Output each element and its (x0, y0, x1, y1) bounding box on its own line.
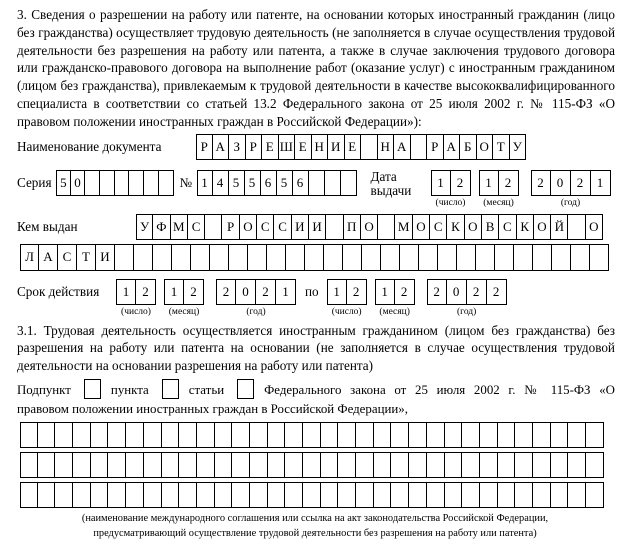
form-cell[interactable] (285, 452, 303, 478)
footnote-line1: (наименование международного соглашения или ссылка на акт законодательства Российской Федерации, (81, 512, 549, 524)
document-name-label: Наименование документа (17, 138, 162, 154)
subclause-box-item[interactable] (162, 379, 179, 399)
day-caption: (число) (121, 306, 151, 317)
subclause-line (17, 379, 615, 419)
form-cell[interactable] (480, 482, 498, 508)
form-cell[interactable] (115, 244, 134, 271)
form-cell[interactable] (533, 244, 552, 271)
form-cell[interactable] (159, 170, 174, 196)
year-caption: (год) (457, 306, 477, 317)
form-cell[interactable] (73, 452, 91, 478)
form-cell[interactable]: И (309, 214, 326, 240)
form-cell[interactable]: 2 (256, 279, 276, 305)
form-cell[interactable] (100, 170, 115, 196)
validity-to-month-group (375, 279, 415, 317)
subclause-tail-text: Федерального закона от 25 июля 2002 г. № 115-ФЗ «О правовом положении иностранных граждан в Российской Федерации», (17, 382, 615, 416)
form-cell[interactable]: 2 (499, 170, 519, 196)
form-cell[interactable] (55, 452, 73, 478)
form-cell[interactable]: Е (345, 134, 362, 160)
form-cell[interactable] (210, 244, 229, 271)
form-cell[interactable] (303, 482, 321, 508)
form-cell[interactable]: О (413, 214, 430, 240)
form-cell[interactable]: 1 (479, 170, 499, 196)
form-cell[interactable] (309, 170, 325, 196)
form-cell[interactable] (324, 244, 343, 271)
form-cell[interactable]: С (499, 214, 516, 240)
form-cell[interactable] (191, 244, 210, 271)
validity-separator: по (305, 283, 319, 299)
form-cell[interactable] (356, 482, 374, 508)
form-cell[interactable] (568, 452, 586, 478)
form-cell[interactable] (568, 214, 585, 240)
form-cell[interactable] (55, 482, 73, 508)
form-cell[interactable]: О (240, 214, 257, 240)
form-cell[interactable] (162, 482, 180, 508)
form-cell[interactable] (197, 452, 215, 478)
form-cell[interactable] (514, 244, 533, 271)
validity-from-day-group (116, 279, 156, 317)
form-cell[interactable] (108, 452, 126, 478)
form-cell[interactable]: К (517, 214, 534, 240)
form-cell[interactable]: 0 (551, 170, 571, 196)
form-cell[interactable] (197, 422, 215, 448)
form-cell[interactable] (126, 482, 144, 508)
issued-by-cells-line2 (20, 244, 630, 271)
form-cell[interactable]: 2 (184, 279, 204, 305)
form-cell[interactable] (427, 422, 445, 448)
form-cell[interactable] (462, 452, 480, 478)
form-cell[interactable] (374, 452, 392, 478)
form-cell[interactable] (551, 422, 569, 448)
form-cell[interactable] (325, 170, 341, 196)
series-number-date-row (0, 170, 630, 208)
validity-from-day-cells (116, 279, 156, 305)
form-cell[interactable] (232, 452, 250, 478)
form-cell[interactable] (374, 482, 392, 508)
form-cell[interactable]: 0 (236, 279, 256, 305)
form-cell[interactable] (391, 482, 409, 508)
form-cell[interactable] (533, 482, 551, 508)
form-cell[interactable]: 6 (293, 170, 309, 196)
form-cell[interactable] (285, 422, 303, 448)
form-cell[interactable]: О (586, 214, 603, 240)
form-cell[interactable] (38, 452, 56, 478)
issue-date-month-cells (479, 170, 519, 196)
form-cell[interactable] (462, 482, 480, 508)
section-3-1-text: 3.1. Трудовая деятельность осуществляется иностранным гражданином (лицом без гражданства) без разрешения на работу или патента на основании (не заполняется в случае осуществления трудовой деятельности на основании разрешения на работу или патента) (17, 322, 615, 374)
form-cell[interactable] (250, 452, 268, 478)
form-cell[interactable]: Л (20, 244, 39, 271)
form-cell[interactable] (172, 244, 191, 271)
form-cell[interactable]: Р (246, 134, 263, 160)
form-cell[interactable] (20, 422, 38, 448)
form-cell[interactable] (338, 482, 356, 508)
form-cell[interactable] (571, 244, 590, 271)
form-cell[interactable]: А (39, 244, 58, 271)
form-cell[interactable] (498, 482, 516, 508)
form-cell[interactable] (568, 422, 586, 448)
form-cell[interactable] (179, 422, 197, 448)
form-cell[interactable]: 6 (261, 170, 277, 196)
form-cell[interactable] (515, 422, 533, 448)
validity-label: Срок действия (17, 283, 100, 299)
series-label: Серия (17, 174, 52, 190)
subclause-word-stati: статьи (188, 382, 225, 397)
form-cell[interactable]: 2 (216, 279, 236, 305)
form-cell[interactable] (232, 422, 250, 448)
form-cell[interactable] (250, 482, 268, 508)
form-cell[interactable]: 2 (347, 279, 367, 305)
form-cell[interactable] (445, 452, 463, 478)
form-cell[interactable]: А (394, 134, 411, 160)
form-cell[interactable]: 1 (276, 279, 296, 305)
form-cell[interactable] (400, 244, 419, 271)
issue-date-month-group (479, 170, 519, 208)
form-cell[interactable]: 2 (487, 279, 507, 305)
form-cell[interactable]: Р (427, 134, 444, 160)
form-cell[interactable] (179, 452, 197, 478)
validity-to-day-group (327, 279, 367, 317)
form-cell[interactable]: Ф (153, 214, 170, 240)
month-caption: (месяц) (379, 306, 410, 317)
form-cell[interactable]: 0 (447, 279, 467, 305)
form-cell[interactable] (215, 482, 233, 508)
form-cell[interactable]: С (188, 214, 205, 240)
form-cell[interactable]: Б (460, 134, 477, 160)
validity-from-month-cells (164, 279, 204, 305)
form-cell[interactable] (381, 244, 400, 271)
form-cell[interactable]: С (274, 214, 291, 240)
form-cell[interactable] (515, 482, 533, 508)
empty-grid-row (20, 482, 630, 508)
form-cell[interactable] (445, 422, 463, 448)
empty-grid-row (20, 422, 630, 448)
section-3-intro: 3. Сведения о разрешении на работу или патенте, на основании которых иностранный гражданин (лицо без гражданства) осуществляет трудовую деятельность (не заполняется в случае осуществления трудовой деятельности без разрешения на работу или патента, а также в случае заключения трудового договора или гражданско-правового договора на выполнение работ (оказание услуг) с иностранным гражданином (лицом без гражданства), привлекаемым к трудовой деятельности в качестве высококвалифицированного специалиста в соответствии со статьей 13.2 Федерального закона от 25 июля 2002 г. № 115-ФЗ «О правовом положении иностранных граждан в Российской Федерации»): (17, 7, 615, 129)
form-cell[interactable]: 0 (71, 170, 86, 196)
form-cell[interactable] (73, 422, 91, 448)
issue-date-year-group (531, 170, 611, 208)
form-cell[interactable] (144, 482, 162, 508)
form-cell[interactable] (305, 244, 324, 271)
form-cell[interactable] (115, 170, 130, 196)
form-cell[interactable]: С (58, 244, 77, 271)
form-cell[interactable]: 5 (277, 170, 293, 196)
form-cell[interactable] (179, 482, 197, 508)
form-cell[interactable] (495, 244, 514, 271)
form-cell[interactable] (108, 482, 126, 508)
form-cell[interactable]: 5 (229, 170, 245, 196)
form-cell[interactable]: О (465, 214, 482, 240)
agreement-name-grid (20, 422, 630, 508)
form-cell[interactable] (391, 422, 409, 448)
form-cell[interactable] (568, 482, 586, 508)
form-cell[interactable] (480, 422, 498, 448)
form-cell[interactable] (427, 482, 445, 508)
number-cells (197, 170, 357, 196)
form-cell[interactable]: 5 (245, 170, 261, 196)
form-cell[interactable] (586, 422, 604, 448)
form-cell[interactable] (552, 244, 571, 271)
validity-from-year-group (216, 279, 296, 317)
form-cell[interactable] (356, 422, 374, 448)
form-cell[interactable] (153, 244, 172, 271)
validity-to-year-cells (427, 279, 507, 305)
month-caption: (месяц) (483, 197, 514, 208)
form-cell[interactable] (126, 422, 144, 448)
validity-row (0, 279, 630, 317)
form-cell[interactable]: О (534, 214, 551, 240)
form-cell[interactable]: А (213, 134, 230, 160)
form-cell[interactable] (427, 452, 445, 478)
form-cell[interactable]: 1 (591, 170, 611, 196)
form-cell[interactable] (445, 482, 463, 508)
form-cell[interactable] (409, 452, 427, 478)
form-cell[interactable] (356, 452, 374, 478)
form-cell[interactable] (73, 482, 91, 508)
form-cell[interactable]: Е (295, 134, 312, 160)
series-cells (56, 170, 174, 196)
form-cell[interactable] (321, 482, 339, 508)
form-cell[interactable] (285, 482, 303, 508)
form-cell[interactable] (91, 452, 109, 478)
form-cell[interactable]: И (96, 244, 115, 271)
form-cell[interactable]: 2 (395, 279, 415, 305)
form-cell[interactable]: И (328, 134, 345, 160)
form-cell[interactable] (533, 422, 551, 448)
validity-to-month-cells (375, 279, 415, 305)
form-cell[interactable] (462, 422, 480, 448)
form-cell[interactable] (419, 244, 438, 271)
form-cell[interactable] (91, 422, 109, 448)
document-name-row (0, 134, 630, 160)
form-cell[interactable] (326, 214, 343, 240)
issued-by-row (0, 214, 630, 240)
form-cell[interactable]: Р (196, 134, 213, 160)
form-cell[interactable] (498, 452, 516, 478)
subclause-word-podpunkt: Подпункт (17, 382, 71, 397)
form-cell[interactable] (551, 482, 569, 508)
issue-date-year-cells (531, 170, 611, 196)
form-cell[interactable] (457, 244, 476, 271)
form-cell[interactable]: 5 (56, 170, 71, 196)
form-cell[interactable] (144, 170, 159, 196)
validity-to-year-group (427, 279, 507, 317)
form-cell[interactable]: С (430, 214, 447, 240)
form-cell[interactable] (144, 452, 162, 478)
form-cell[interactable]: С (257, 214, 274, 240)
form-cell[interactable] (338, 452, 356, 478)
form-cell[interactable] (409, 422, 427, 448)
form-cell[interactable] (338, 422, 356, 448)
form-cell[interactable] (215, 422, 233, 448)
form-cell[interactable] (586, 482, 604, 508)
subclause-box-subitem[interactable] (84, 379, 101, 399)
form-cell[interactable]: 1 (116, 279, 136, 305)
form-cell[interactable] (205, 214, 222, 240)
form-cell[interactable] (480, 452, 498, 478)
footnote-line2: предусматривающий осуществление трудовой деятельности без разрешения на работу или патента) (93, 528, 537, 540)
form-cell[interactable]: О (361, 214, 378, 240)
form-cell[interactable] (303, 422, 321, 448)
form-cell[interactable]: Ш (279, 134, 296, 160)
form-cell[interactable] (162, 452, 180, 478)
day-caption: (число) (331, 306, 362, 317)
form-cell[interactable] (391, 452, 409, 478)
form-cell[interactable] (20, 452, 38, 478)
form-cell[interactable] (343, 244, 362, 271)
form-cell[interactable]: 1 (375, 279, 395, 305)
issued-by-cells-line1 (136, 214, 603, 240)
number-label: № (179, 174, 193, 190)
form-cell[interactable] (411, 134, 428, 160)
issue-date-day-group (431, 170, 471, 208)
form-cell[interactable] (108, 422, 126, 448)
form-cell[interactable]: Е (262, 134, 279, 160)
form-cell[interactable]: 2 (451, 170, 471, 196)
form-cell[interactable] (215, 452, 233, 478)
validity-to-day-cells (327, 279, 367, 305)
form-cell[interactable]: 1 (197, 170, 213, 196)
form-cell[interactable] (476, 244, 495, 271)
form-cell[interactable]: 2 (531, 170, 551, 196)
issue-date-label: Дата выдачи (370, 168, 412, 198)
form-cell[interactable] (268, 422, 286, 448)
empty-grid-row (20, 452, 630, 478)
form-cell[interactable]: У (136, 214, 153, 240)
form-cell[interactable]: Й (551, 214, 568, 240)
form-cell[interactable] (586, 452, 604, 478)
form-cell[interactable] (250, 422, 268, 448)
form-cell[interactable] (321, 452, 339, 478)
form-cell[interactable]: П (344, 214, 361, 240)
document-name-cells (196, 134, 526, 160)
form-cell[interactable] (229, 244, 248, 271)
form-cell[interactable]: Т (493, 134, 510, 160)
form-cell[interactable] (55, 422, 73, 448)
form-cell[interactable] (126, 452, 144, 478)
form-cell[interactable]: В (482, 214, 499, 240)
form-cell[interactable] (438, 244, 457, 271)
form-cell[interactable] (321, 422, 339, 448)
form-cell[interactable]: Т (77, 244, 96, 271)
form-cell[interactable] (38, 482, 56, 508)
form-cell[interactable] (303, 452, 321, 478)
form-cell[interactable] (38, 422, 56, 448)
form-cell[interactable] (144, 422, 162, 448)
form-cell[interactable]: З (229, 134, 246, 160)
form-cell[interactable] (374, 422, 392, 448)
form-cell[interactable]: Н (312, 134, 329, 160)
form-cell[interactable]: 2 (571, 170, 591, 196)
form-cell[interactable] (361, 134, 378, 160)
form-cell[interactable] (286, 244, 305, 271)
form-cell[interactable]: Р (222, 214, 239, 240)
year-caption: (год) (560, 197, 581, 208)
form-cell[interactable] (362, 244, 381, 271)
issued-by-label: Кем выдан (17, 218, 78, 234)
form-cell[interactable] (85, 170, 100, 196)
form-cell[interactable] (162, 422, 180, 448)
form-cell[interactable] (197, 482, 215, 508)
issue-date-day-cells (431, 170, 471, 196)
subclause-word-punkta: пункта (110, 382, 149, 397)
form-cell[interactable] (91, 482, 109, 508)
form-cell[interactable]: Н (378, 134, 395, 160)
form-cell[interactable]: О (477, 134, 494, 160)
validity-from-month-group (164, 279, 204, 317)
form-cell[interactable] (378, 214, 395, 240)
subclause-box-article[interactable] (237, 379, 254, 399)
form-cell[interactable]: 1 (431, 170, 451, 196)
day-caption: (число) (435, 197, 466, 208)
form-cell[interactable]: К (447, 214, 464, 240)
form-cell[interactable] (551, 452, 569, 478)
form-cell[interactable] (232, 482, 250, 508)
form-cell[interactable]: 1 (164, 279, 184, 305)
form-cell[interactable]: 2 (467, 279, 487, 305)
form-cell[interactable]: 2 (136, 279, 156, 305)
form-cell[interactable] (409, 482, 427, 508)
form-cell[interactable]: 1 (327, 279, 347, 305)
month-caption: (месяц) (168, 306, 200, 317)
form-cell[interactable]: И (292, 214, 309, 240)
form-cell[interactable] (590, 244, 609, 271)
form-cell[interactable] (248, 244, 267, 271)
form-cell[interactable] (341, 170, 357, 196)
form-cell[interactable]: А (444, 134, 461, 160)
form-cell[interactable] (268, 452, 286, 478)
form-cell[interactable] (267, 244, 286, 271)
form-cell[interactable] (515, 452, 533, 478)
form-cell[interactable]: 4 (213, 170, 229, 196)
validity-from-year-cells (216, 279, 296, 305)
form-cell[interactable] (268, 482, 286, 508)
form-cell[interactable]: М (395, 214, 412, 240)
year-caption: (год) (246, 306, 266, 317)
form-cell[interactable] (533, 452, 551, 478)
form-cell[interactable] (134, 244, 153, 271)
form-cell[interactable] (20, 482, 38, 508)
form-cell[interactable]: У (510, 134, 527, 160)
form-cell[interactable]: М (171, 214, 188, 240)
form-cell[interactable]: 2 (427, 279, 447, 305)
form-cell[interactable] (129, 170, 144, 196)
form-cell[interactable] (498, 422, 516, 448)
